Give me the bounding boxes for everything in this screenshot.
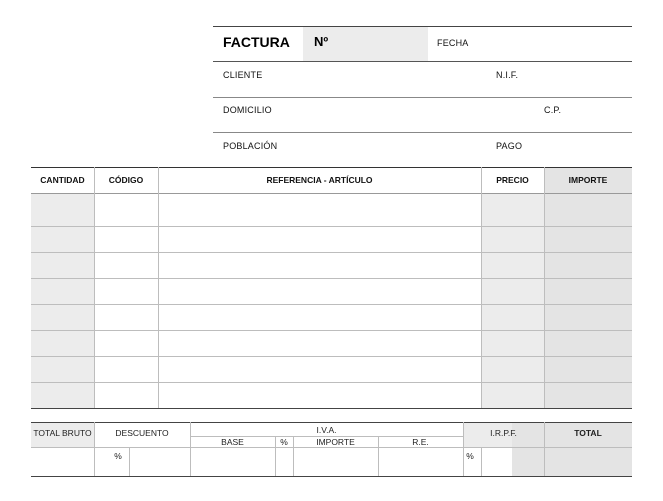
descuento-label: DESCUENTO	[115, 428, 169, 438]
row-line-6	[31, 356, 632, 357]
row-line-7	[31, 382, 632, 383]
re-label: R.E.	[412, 437, 429, 447]
cliente-label: CLIENTE	[223, 70, 263, 80]
total-label: TOTAL	[574, 428, 602, 438]
footer-bottom-line	[31, 476, 632, 477]
base-label: BASE	[221, 437, 244, 447]
descuento-pct-label: %	[114, 451, 122, 461]
iva-pct-label: %	[280, 437, 288, 447]
table-header-line	[31, 193, 632, 194]
footer-mid-line	[31, 447, 632, 448]
irpf-label: I.R.P.F.	[490, 428, 517, 438]
total-bruto-label: TOTAL BRUTO	[33, 428, 92, 438]
nif-label: N.I.F.	[496, 70, 519, 80]
table-top-line	[31, 167, 632, 168]
header-line-3	[213, 132, 632, 133]
iva-label: I.V.A.	[316, 425, 337, 435]
poblacion-label: POBLACIÓN	[223, 141, 278, 151]
col-header-importe: IMPORTE	[568, 175, 608, 185]
header-top-line	[213, 26, 632, 27]
numero-label: Nº	[314, 34, 329, 49]
col-header-referencia: REFERENCIA - ARTÍCULO	[266, 175, 373, 185]
col-header-cantidad: CANTIDAD	[40, 175, 85, 185]
importe-col-shade	[544, 167, 632, 408]
col-sep-3	[481, 167, 482, 408]
row-line-2	[31, 252, 632, 253]
row-line-5	[31, 330, 632, 331]
factura-label: FACTURA	[223, 34, 290, 50]
header-line-2	[213, 97, 632, 98]
row-line-3	[31, 278, 632, 279]
cp-label: C.P.	[544, 105, 562, 115]
table-bottom-line	[31, 408, 632, 409]
domicilio-label: DOMICILIO	[223, 105, 272, 115]
row-line-1	[31, 226, 632, 227]
footer-top-line	[31, 422, 632, 423]
f-sep-8	[481, 447, 482, 476]
col-sep-2	[158, 167, 159, 408]
irpf-pct-label: %	[466, 451, 474, 461]
col-sep-1	[94, 167, 95, 408]
header-line-1	[213, 61, 632, 62]
col-header-precio: PRECIO	[496, 175, 529, 185]
fecha-label: FECHA	[437, 38, 469, 48]
pago-label: PAGO	[496, 141, 523, 151]
row-line-4	[31, 304, 632, 305]
iva-importe-label: IMPORTE	[316, 437, 355, 447]
col-sep-4	[544, 167, 545, 408]
col-header-codigo: CÓDIGO	[108, 175, 144, 185]
f-sep-2	[129, 447, 130, 476]
